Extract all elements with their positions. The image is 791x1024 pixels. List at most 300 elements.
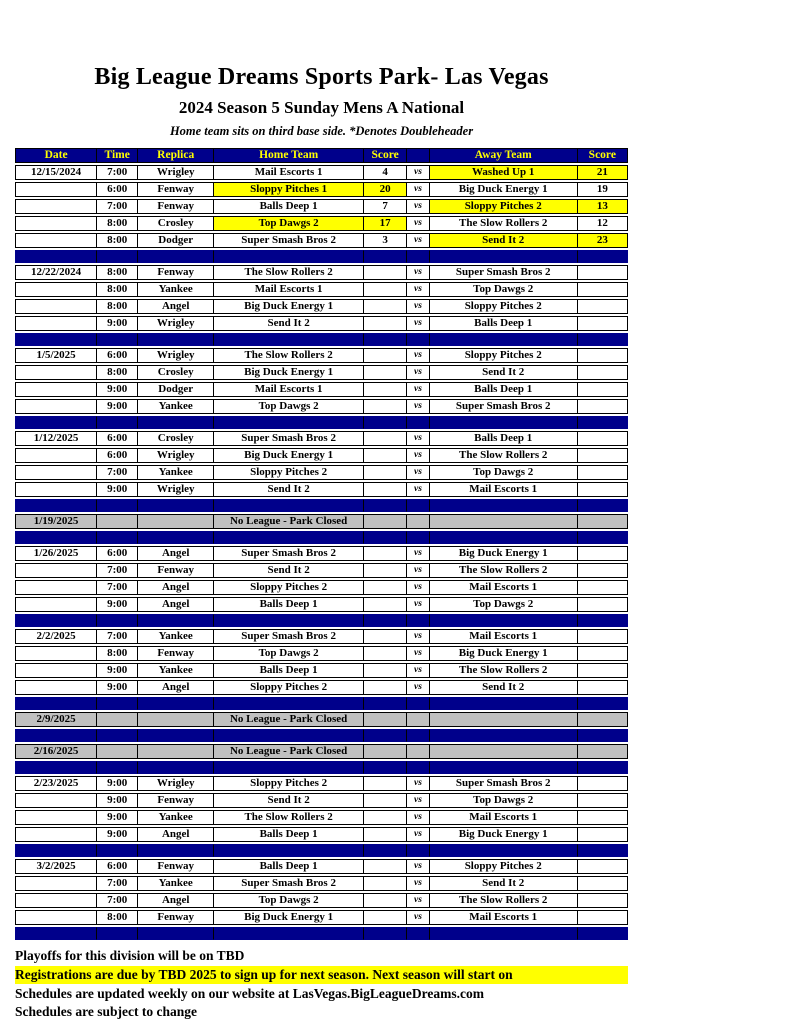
home-team-cell: Top Dawgs 2 [214, 646, 364, 661]
vs-cell [407, 712, 430, 727]
date-cell: 12/15/2024 [15, 165, 97, 180]
replica-cell: Wrigley [138, 448, 214, 463]
home-score-cell [364, 316, 407, 331]
section-separator-band [15, 250, 628, 263]
away-team-cell: Top Dawgs 2 [430, 465, 578, 480]
separator-cell [364, 416, 407, 429]
home-team-note: Home team sits on third base side. *Denotes Doubleheader [169, 124, 474, 138]
home-score-cell: 7 [364, 199, 407, 214]
vs-cell: vs [407, 680, 430, 695]
time-cell: 8:00 [97, 646, 138, 661]
separator-cell [15, 729, 97, 742]
date-cell [15, 282, 97, 297]
date-cell [15, 663, 97, 678]
vs-cell: vs [407, 827, 430, 842]
game-row [15, 893, 628, 908]
game-row [15, 827, 628, 842]
away-team-cell: The Slow Rollers 2 [430, 563, 578, 578]
away-score-cell [578, 827, 628, 842]
away-team-cell: Mail Escorts 1 [430, 910, 578, 925]
time-cell: 7:00 [97, 580, 138, 595]
away-score-cell [578, 482, 628, 497]
date-cell: 2/2/2025 [15, 629, 97, 644]
column-header-vs [407, 148, 430, 163]
section-separator-band [15, 844, 628, 857]
separator-cell [430, 531, 578, 544]
separator-cell [97, 416, 138, 429]
time-cell [97, 744, 138, 759]
away-team-cell: Send It 2 [430, 365, 578, 380]
separator-cell [407, 697, 430, 710]
away-team-cell: Top Dawgs 2 [430, 282, 578, 297]
away-score-cell [578, 810, 628, 825]
time-cell: 9:00 [97, 399, 138, 414]
home-score-cell [364, 514, 407, 529]
time-cell: 7:00 [97, 465, 138, 480]
separator-cell [214, 416, 364, 429]
home-score-cell [364, 646, 407, 661]
column-header-score: Score [578, 148, 628, 163]
game-row [15, 563, 628, 578]
time-cell: 9:00 [97, 680, 138, 695]
vs-cell: vs [407, 810, 430, 825]
park-closed-row [15, 514, 628, 529]
replica-cell: Wrigley [138, 482, 214, 497]
separator-cell [430, 614, 578, 627]
separator-cell [407, 927, 430, 940]
separator-cell [15, 927, 97, 940]
time-cell: 7:00 [97, 165, 138, 180]
vs-cell: vs [407, 265, 430, 280]
home-team-cell: Big Duck Energy 1 [214, 910, 364, 925]
away-score-cell [578, 793, 628, 808]
separator-cell [578, 761, 628, 774]
home-team-cell: Sloppy Pitches 2 [214, 776, 364, 791]
game-row [15, 282, 628, 297]
away-score-cell: 21 [578, 165, 628, 180]
separator-cell [15, 499, 97, 512]
replica-cell: Wrigley [138, 165, 214, 180]
game-row [15, 597, 628, 612]
time-cell [97, 514, 138, 529]
game-row [15, 399, 628, 414]
page-title: Big League Dreams Sports Park- Las Vegas [94, 64, 549, 90]
home-team-cell: Mail Escorts 1 [214, 282, 364, 297]
separator-cell [364, 729, 407, 742]
section-separator-band [15, 499, 628, 512]
vs-cell: vs [407, 910, 430, 925]
game-row [15, 646, 628, 661]
separator-cell [364, 333, 407, 346]
section-separator-band [15, 614, 628, 627]
away-score-cell [578, 514, 628, 529]
home-score-cell [364, 399, 407, 414]
vs-cell: vs [407, 629, 430, 644]
separator-cell [138, 614, 214, 627]
home-score-cell [364, 365, 407, 380]
time-cell: 7:00 [97, 629, 138, 644]
vs-cell: vs [407, 431, 430, 446]
date-cell [15, 876, 97, 891]
game-row [15, 448, 628, 463]
game-row [15, 810, 628, 825]
away-team-cell: Balls Deep 1 [430, 431, 578, 446]
away-team-cell: Super Smash Bros 2 [430, 265, 578, 280]
away-team-cell [430, 514, 578, 529]
away-score-cell: 12 [578, 216, 628, 231]
vs-cell: vs [407, 663, 430, 678]
game-row [15, 382, 628, 397]
time-cell: 9:00 [97, 663, 138, 678]
separator-cell [430, 416, 578, 429]
table-header-row [15, 148, 628, 163]
away-score-cell [578, 348, 628, 363]
time-cell: 6:00 [97, 431, 138, 446]
column-header-time: Time [97, 148, 138, 163]
away-score-cell [578, 563, 628, 578]
date-cell: 1/5/2025 [15, 348, 97, 363]
date-cell [15, 893, 97, 908]
separator-cell [578, 729, 628, 742]
time-cell: 6:00 [97, 348, 138, 363]
away-score-cell [578, 859, 628, 874]
away-score-cell [578, 680, 628, 695]
home-team-cell: Sloppy Pitches 1 [214, 182, 364, 197]
game-row [15, 859, 628, 874]
time-cell: 8:00 [97, 282, 138, 297]
replica-cell: Wrigley [138, 316, 214, 331]
section-separator-band [15, 729, 628, 742]
away-team-cell: Balls Deep 1 [430, 382, 578, 397]
away-score-cell [578, 282, 628, 297]
home-team-cell: Super Smash Bros 2 [214, 233, 364, 248]
footer-line: Playoffs for this division will be on TBD [15, 948, 245, 963]
away-score-cell [578, 663, 628, 678]
vs-cell: vs [407, 597, 430, 612]
replica-cell: Fenway [138, 182, 214, 197]
time-cell: 7:00 [97, 563, 138, 578]
separator-cell [578, 250, 628, 263]
away-team-cell: Big Duck Energy 1 [430, 827, 578, 842]
game-row [15, 233, 628, 248]
home-score-cell [364, 876, 407, 891]
replica-cell [138, 514, 214, 529]
home-team-cell: Send It 2 [214, 563, 364, 578]
time-cell: 7:00 [97, 199, 138, 214]
home-score-cell [364, 348, 407, 363]
home-score-cell [364, 597, 407, 612]
time-cell: 9:00 [97, 482, 138, 497]
separator-cell [214, 333, 364, 346]
time-cell: 9:00 [97, 382, 138, 397]
vs-cell: vs [407, 165, 430, 180]
away-score-cell [578, 431, 628, 446]
home-team-cell: Balls Deep 1 [214, 859, 364, 874]
replica-cell: Yankee [138, 282, 214, 297]
separator-cell [214, 499, 364, 512]
section-separator-band [15, 416, 628, 429]
home-team-cell: Big Duck Energy 1 [214, 448, 364, 463]
home-team-cell: Big Duck Energy 1 [214, 365, 364, 380]
vs-cell: vs [407, 299, 430, 314]
separator-cell [407, 844, 430, 857]
separator-cell [364, 927, 407, 940]
separator-cell [15, 531, 97, 544]
game-row [15, 629, 628, 644]
away-team-cell: Mail Escorts 1 [430, 810, 578, 825]
replica-cell: Wrigley [138, 348, 214, 363]
game-row [15, 546, 628, 561]
home-score-cell [364, 793, 407, 808]
separator-cell [364, 531, 407, 544]
home-score-cell [364, 859, 407, 874]
separator-cell [364, 499, 407, 512]
home-score-cell [364, 431, 407, 446]
game-row [15, 776, 628, 791]
separator-cell [430, 729, 578, 742]
separator-cell [578, 416, 628, 429]
away-score-cell [578, 744, 628, 759]
separator-cell [214, 761, 364, 774]
replica-cell: Angel [138, 546, 214, 561]
away-team-cell: The Slow Rollers 2 [430, 448, 578, 463]
park-closed-label: No League - Park Closed [214, 744, 364, 759]
away-score-cell [578, 399, 628, 414]
game-row [15, 910, 628, 925]
time-cell: 8:00 [97, 299, 138, 314]
replica-cell: Angel [138, 680, 214, 695]
vs-cell: vs [407, 282, 430, 297]
replica-cell: Angel [138, 893, 214, 908]
separator-cell [578, 499, 628, 512]
home-score-cell [364, 282, 407, 297]
away-team-cell: Mail Escorts 1 [430, 580, 578, 595]
game-row [15, 365, 628, 380]
date-cell [15, 563, 97, 578]
home-team-cell: Top Dawgs 2 [214, 399, 364, 414]
away-team-cell: Send It 2 [430, 680, 578, 695]
away-team-cell: Balls Deep 1 [430, 316, 578, 331]
home-team-cell: Mail Escorts 1 [214, 165, 364, 180]
separator-cell [214, 697, 364, 710]
away-team-cell: Sloppy Pitches 2 [430, 859, 578, 874]
vs-cell: vs [407, 182, 430, 197]
replica-cell: Dodger [138, 382, 214, 397]
replica-cell: Yankee [138, 629, 214, 644]
home-score-cell [364, 629, 407, 644]
home-team-cell: Super Smash Bros 2 [214, 546, 364, 561]
footer-line: Schedules are subject to change [15, 1004, 197, 1019]
home-score-cell: 17 [364, 216, 407, 231]
away-team-cell: Top Dawgs 2 [430, 793, 578, 808]
date-cell [15, 299, 97, 314]
game-row [15, 876, 628, 891]
home-team-cell: The Slow Rollers 2 [214, 265, 364, 280]
time-cell: 8:00 [97, 265, 138, 280]
time-cell: 8:00 [97, 365, 138, 380]
home-score-cell [364, 563, 407, 578]
separator-cell [407, 761, 430, 774]
separator-cell [15, 761, 97, 774]
time-cell: 7:00 [97, 893, 138, 908]
date-cell [15, 482, 97, 497]
section-separator-band [15, 761, 628, 774]
date-cell: 1/12/2025 [15, 431, 97, 446]
vs-cell: vs [407, 448, 430, 463]
vs-cell: vs [407, 465, 430, 480]
away-score-cell [578, 299, 628, 314]
date-cell: 3/2/2025 [15, 859, 97, 874]
time-cell: 9:00 [97, 827, 138, 842]
away-team-cell: Washed Up 1 [430, 165, 578, 180]
separator-cell [97, 333, 138, 346]
away-team-cell: Top Dawgs 2 [430, 597, 578, 612]
separator-cell [578, 697, 628, 710]
away-team-cell: The Slow Rollers 2 [430, 216, 578, 231]
time-cell: 9:00 [97, 793, 138, 808]
game-row [15, 165, 628, 180]
away-score-cell [578, 910, 628, 925]
vs-cell [407, 514, 430, 529]
section-separator-band [15, 927, 628, 940]
home-team-cell: Top Dawgs 2 [214, 216, 364, 231]
date-cell [15, 316, 97, 331]
away-score-cell [578, 712, 628, 727]
footer-line: Schedules are updated weekly on our website at LasVegas.BigLeagueDreams.com [15, 986, 485, 1001]
away-score-cell [578, 646, 628, 661]
replica-cell: Crosley [138, 216, 214, 231]
separator-cell [364, 250, 407, 263]
separator-cell [97, 729, 138, 742]
section-separator-band [15, 333, 628, 346]
separator-cell [138, 416, 214, 429]
replica-cell: Fenway [138, 646, 214, 661]
separator-cell [138, 927, 214, 940]
away-score-cell [578, 382, 628, 397]
away-team-cell: Mail Escorts 1 [430, 482, 578, 497]
time-cell: 8:00 [97, 910, 138, 925]
time-cell: 7:00 [97, 876, 138, 891]
separator-cell [364, 697, 407, 710]
separator-cell [407, 729, 430, 742]
replica-cell: Yankee [138, 399, 214, 414]
separator-cell [138, 844, 214, 857]
vs-cell: vs [407, 316, 430, 331]
separator-cell [214, 844, 364, 857]
vs-cell: vs [407, 216, 430, 231]
date-cell [15, 182, 97, 197]
time-cell: 9:00 [97, 810, 138, 825]
home-score-cell [364, 827, 407, 842]
home-team-cell: Super Smash Bros 2 [214, 876, 364, 891]
date-cell [15, 199, 97, 214]
away-score-cell [578, 448, 628, 463]
separator-cell [97, 927, 138, 940]
separator-cell [97, 614, 138, 627]
separator-cell [138, 729, 214, 742]
game-row [15, 182, 628, 197]
separator-cell [97, 761, 138, 774]
vs-cell: vs [407, 365, 430, 380]
game-row [15, 680, 628, 695]
vs-cell: vs [407, 233, 430, 248]
separator-cell [15, 416, 97, 429]
replica-cell: Angel [138, 827, 214, 842]
away-score-cell: 19 [578, 182, 628, 197]
replica-cell: Fenway [138, 859, 214, 874]
vs-cell [407, 744, 430, 759]
home-team-cell: Mail Escorts 1 [214, 382, 364, 397]
game-row [15, 663, 628, 678]
separator-cell [97, 697, 138, 710]
replica-cell: Crosley [138, 365, 214, 380]
time-cell [97, 712, 138, 727]
game-row [15, 299, 628, 314]
park-closed-row [15, 712, 628, 727]
separator-cell [15, 697, 97, 710]
home-team-cell: Balls Deep 1 [214, 663, 364, 678]
park-closed-label: No League - Park Closed [214, 514, 364, 529]
separator-cell [407, 250, 430, 263]
date-cell [15, 399, 97, 414]
separator-cell [578, 844, 628, 857]
column-header-score: Score [364, 148, 407, 163]
separator-cell [214, 729, 364, 742]
away-score-cell [578, 546, 628, 561]
home-team-cell: Sloppy Pitches 2 [214, 580, 364, 595]
date-cell [15, 597, 97, 612]
away-team-cell: Big Duck Energy 1 [430, 546, 578, 561]
vs-cell: vs [407, 563, 430, 578]
separator-cell [97, 250, 138, 263]
replica-cell: Fenway [138, 265, 214, 280]
home-score-cell [364, 744, 407, 759]
replica-cell: Fenway [138, 793, 214, 808]
away-score-cell [578, 316, 628, 331]
time-cell: 6:00 [97, 859, 138, 874]
date-cell: 1/19/2025 [15, 514, 97, 529]
home-team-cell: Send It 2 [214, 316, 364, 331]
home-score-cell [364, 448, 407, 463]
date-cell: 2/16/2025 [15, 744, 97, 759]
home-score-cell [364, 382, 407, 397]
time-cell: 8:00 [97, 216, 138, 231]
separator-cell [138, 761, 214, 774]
separator-cell [578, 927, 628, 940]
column-header-replica: Replica [138, 148, 214, 163]
game-row [15, 580, 628, 595]
away-team-cell: Sloppy Pitches 2 [430, 348, 578, 363]
separator-cell [430, 250, 578, 263]
vs-cell: vs [407, 382, 430, 397]
separator-cell [578, 614, 628, 627]
replica-cell: Fenway [138, 910, 214, 925]
home-score-cell: 20 [364, 182, 407, 197]
separator-cell [430, 761, 578, 774]
separator-cell [97, 844, 138, 857]
separator-cell [430, 844, 578, 857]
separator-cell [138, 531, 214, 544]
home-score-cell [364, 776, 407, 791]
home-score-cell [364, 663, 407, 678]
date-cell [15, 216, 97, 231]
home-score-cell [364, 580, 407, 595]
separator-cell [214, 531, 364, 544]
away-score-cell [578, 580, 628, 595]
park-closed-row [15, 744, 628, 759]
date-cell [15, 580, 97, 595]
separator-cell [138, 697, 214, 710]
